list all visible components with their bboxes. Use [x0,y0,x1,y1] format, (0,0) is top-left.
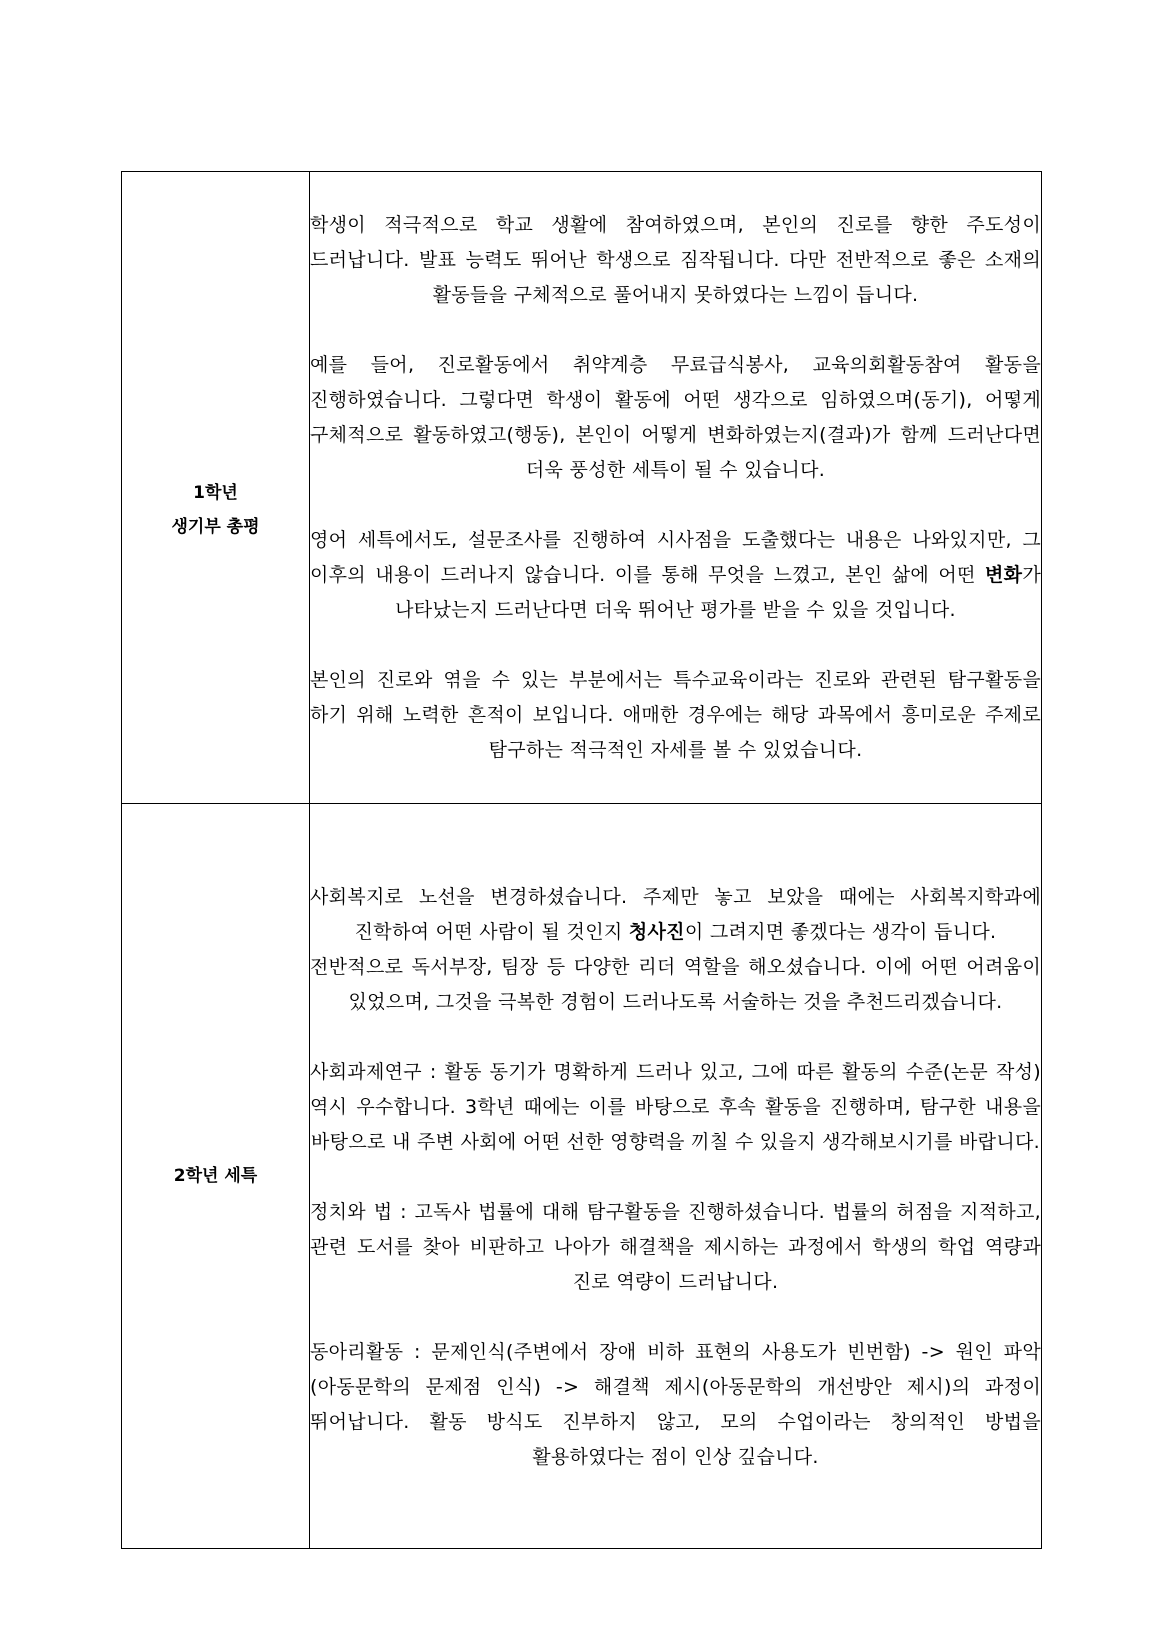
table-row-grade1 [122,172,1042,804]
row-label-grade1 [122,172,310,804]
paragraph-english-emphasis: 변화 [985,563,1023,586]
paragraph-special-education: 본인의 진로와 엮을 수 있는 부분에서는 특수교육이라는 진로와 관련된 탐구활동을 하기 위해 노력한 흔적이 보입니다. 애매한 경우에는 해당 과목에서 흥미로운 주제로 탐구하는 적극적인 자세를 볼 수 있었습니다. [310,668,1041,761]
paragraph-social-welfare-text-after: 이 그려지면 좋겠다는 생각이 듭니다. [684,920,997,943]
paragraph-club-activity: 동아리활동 : 문제인식(주변에서 장애 비하 표현의 사용도가 빈번함) -> 원인 파악(아동문학의 문제점 인식) -> 해결책 제시(아동문학의 개선방안 제시)의 과정이 뛰어납니다. 활동 방식도 진부하지 않고, 모의 수업이라는 창의적인 방법을 활용하였다는 점이 인상 깊습니다. [310,1340,1041,1468]
row-label-grade1-line1: 1학년 [193,482,238,503]
paragraph-social-research: 사회과제연구 : 활동 동기가 명확하게 드러나 있고, 그에 따른 활동의 수준(논문 작성) 역시 우수합니다. 3학년 때에는 이를 바탕으로 후속 활동을 진행하며, 탐구한 내용을 바탕으로 내 주변 사회에 어떤 선한 영향력을 끼칠 수 있을지 생각해보시기를 바랍니다. [310,1060,1041,1153]
paragraph-english-text-before: 영어 세특에서도, 설문조사를 진행하여 시사점을 도출했다는 내용은 나와있지만, 그 이후의 내용이 드러나지 않습니다. 이를 통해 무엇을 느꼈고, 본인 삶에 어떤 [310,528,1041,586]
row-content-grade1 [310,172,1042,804]
paragraph-social-welfare-text-before: 사회복지로 노선을 변경하셨습니다. 주제만 놓고 보았을 때에는 사회복지학과에 진학하여 어떤 사람이 될 것인지 [310,885,1041,943]
paragraph-social-welfare [310,880,1041,950]
paragraph-career-activity: 예를 들어, 진로활동에서 취약계층 무료급식봉사, 교육의회활동참여 활동을 진행하였습니다. 그렇다면 학생이 활동에 어떤 생각으로 임하였으며(동기), 어떻게 구체적으로 활동하였고(행동), 본인이 어떻게 변화하였는지(결과)가 함께 드러난다면 더욱 풍성한 세특이 될 수 있습니다. [310,353,1041,481]
review-table [121,171,1042,1549]
paragraph-english-text-after: 가 나타났는지 드러난다면 더욱 뛰어난 평가를 받을 수 있을 것입니다. [395,563,1041,621]
paragraph-english [310,523,1041,628]
row-content-grade2 [310,804,1042,1549]
paragraph-summary: 학생이 적극적으로 학교 생활에 참여하였으며, 본인의 진로를 향한 주도성이 드러납니다. 발표 능력도 뛰어난 학생으로 짐작됩니다. 다만 전반적으로 좋은 소재의 활동들을 구체적으로 풀어내지 못하였다는 느낌이 듭니다. [310,213,1041,306]
row-label-grade2 [122,804,310,1549]
paragraph-social-welfare-emphasis: 청사진 [628,920,685,943]
row-label-grade1-line2: 생기부 총평 [171,516,260,537]
paragraph-leadership: 전반적으로 독서부장, 팀장 등 다양한 리더 역할을 해오셨습니다. 이에 어떤 어려움이 있었으며, 그것을 극복한 경험이 드러나도록 서술하는 것을 추천드리겠습니다. [310,955,1041,1013]
row-label-grade2-text: 2학년 세특 [173,1166,258,1186]
table-row-grade2 [122,804,1042,1549]
paragraph-politics-law: 정치와 법 : 고독사 법률에 대해 탐구활동을 진행하셨습니다. 법률의 허점을 지적하고, 관련 도서를 찾아 비판하고 나아가 해결책을 제시하는 과정에서 학생의 학업 역량과 진로 역량이 드러납니다. [310,1200,1041,1293]
